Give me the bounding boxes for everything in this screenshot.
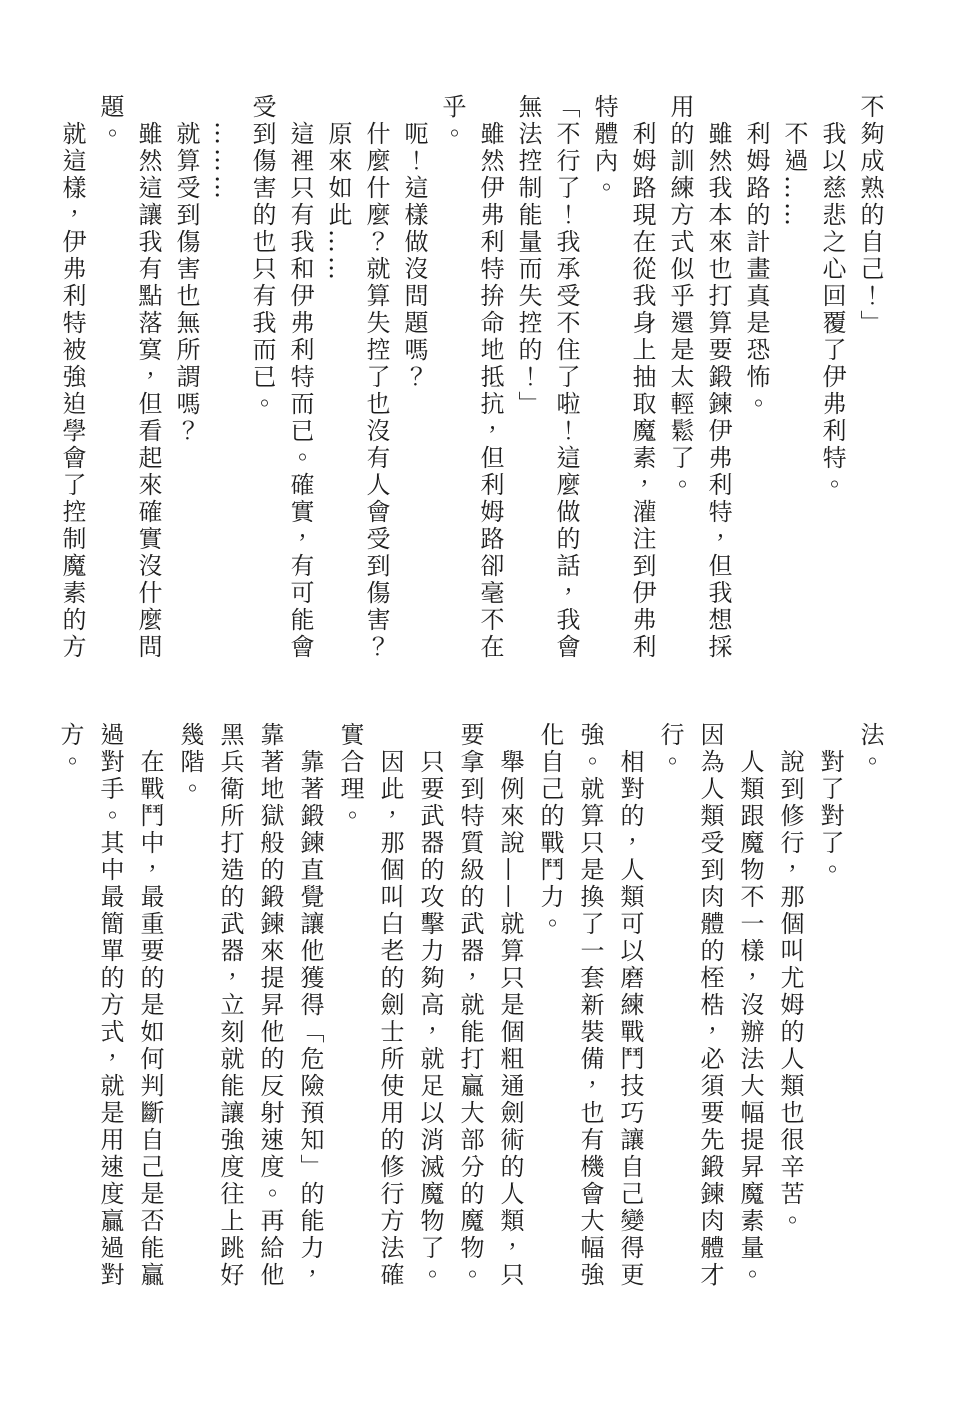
text-column: 說到修行，那個叫尤姆的人類也很辛苦。	[776, 722, 804, 1235]
text-column: 雖然伊弗利特拚命地抵抗，但利姆路卻毫不在	[476, 94, 504, 661]
text-column: 特體內。	[590, 94, 618, 202]
text-column: 方。	[56, 722, 84, 776]
text-column: 我以慈悲之心回覆了伊弗利特。	[818, 94, 846, 499]
text-column: 雖然這讓我有點落寞，但看起來確實沒什麼問	[134, 94, 162, 661]
text-column: 因為人類受到肉體的桎梏，必須要先鍛鍊肉體才	[696, 722, 724, 1289]
text-column: 受到傷害的也只有我而已。	[248, 94, 276, 418]
text-column: 就這樣，伊弗利特被強迫學會了控制魔素的方	[58, 94, 86, 661]
text-column: 乎。	[438, 94, 466, 148]
text-column: 原來如此……	[324, 94, 352, 283]
text-column: 用的訓練方式似乎還是太輕鬆了。	[666, 94, 694, 499]
text-column: 「不行了！我承受不住了啦！這麼做的話，我會	[552, 94, 580, 661]
text-column: 不夠成熟的自己！」	[856, 94, 884, 337]
text-column: 黑兵衛所打造的武器，立刻就能讓強度往上跳好	[216, 722, 244, 1289]
text-column: 實合理。	[336, 722, 364, 830]
text-column: 這裡只有我和伊弗利特而已。確實，有可能會	[286, 94, 314, 661]
text-column: 化自己的戰鬥力。	[536, 722, 564, 938]
text-column: 不過……	[780, 94, 808, 229]
text-column: ………	[210, 94, 238, 202]
text-column: 靠著鍛鍊直覺讓他獲得「危險預知」的能力，	[296, 722, 324, 1289]
text-column: 要拿到特質級的武器，就能打贏大部分的魔物。	[456, 722, 484, 1289]
text-column: 幾階。	[176, 722, 204, 803]
text-column: 行。	[656, 722, 684, 776]
text-column: 就算受到傷害也無所謂嗎？	[172, 94, 200, 445]
text-column: 什麼什麼？就算失控了也沒有人會受到傷害？	[362, 94, 390, 661]
text-column: 過對手。其中最簡單的方式，就是用速度贏過對	[96, 722, 124, 1289]
text-column: 因此，那個叫白老的劍士所使用的修行方法確	[376, 722, 404, 1289]
text-column: 舉例來說——就算只是個粗通劍術的人類，只	[496, 722, 524, 1289]
text-column: 在戰鬥中，最重要的是如何判斷自己是否能贏	[136, 722, 164, 1289]
text-column: 呃！這樣做沒問題嗎？	[400, 94, 428, 391]
text-column: 利姆路現在從我身上抽取魔素，灌注到伊弗利	[628, 94, 656, 661]
text-column: 強。就算只是換了一套新裝備，也有機會大幅強	[576, 722, 604, 1289]
text-column: 人類跟魔物不一樣，沒辦法大幅提昇魔素量。	[736, 722, 764, 1289]
text-column: 法。	[856, 722, 884, 776]
text-column: 相對的，人類可以磨練戰鬥技巧讓自己變得更	[616, 722, 644, 1289]
text-column: 雖然我本來也打算要鍛鍊伊弗利特，但我想採	[704, 94, 732, 661]
text-column: 靠著地獄般的鍛鍊來提昇他的反射速度。再給他	[256, 722, 284, 1289]
text-block-lower	[50, 722, 890, 1300]
text-column: 無法控制能量而失控的！」	[514, 94, 542, 418]
text-column: 只要武器的攻擊力夠高，就足以消滅魔物了。	[416, 722, 444, 1289]
text-block-upper	[53, 94, 889, 672]
text-column: 題。	[96, 94, 124, 148]
text-column: 對了對了。	[816, 722, 844, 884]
text-column: 利姆路的計畫真是恐怖。	[742, 94, 770, 418]
